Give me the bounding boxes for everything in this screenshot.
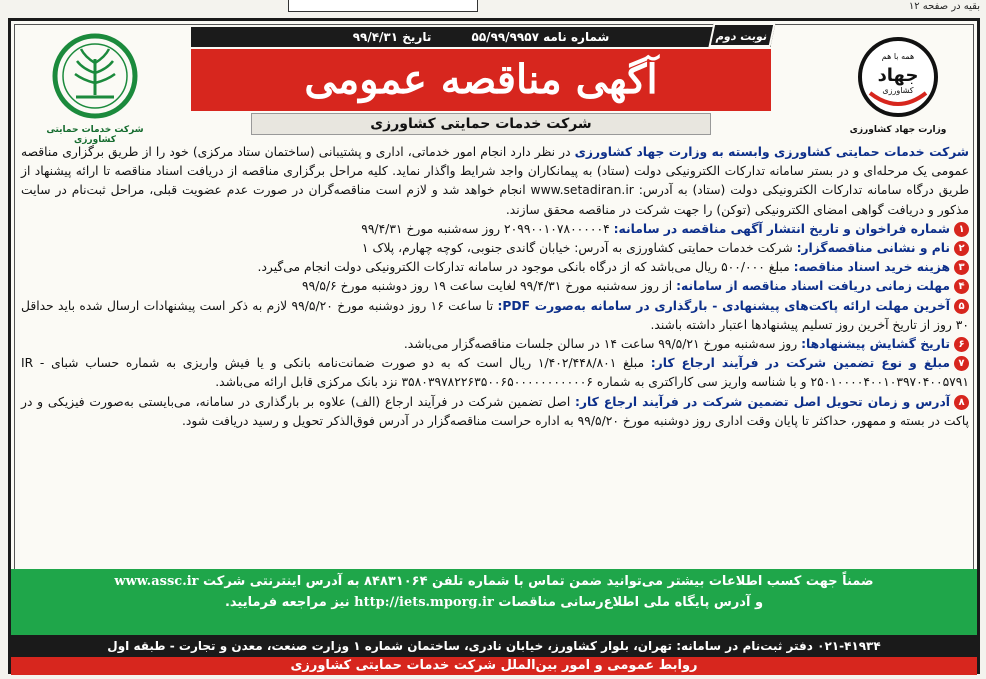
- item-label: مبلغ و نوع تضمین شرکت در فرآیند ارجاع کار:: [650, 356, 950, 371]
- contact-line-2: و آدرس پایگاه ملی اطلاع‌رسانی مناقصات http://iets.mporg.ir نیز مراجعه فرمایید.: [224, 595, 764, 610]
- page-title: آگهی مناقصه عمومی: [191, 49, 771, 111]
- item-text: تا ساعت ۱۶ روز دوشنبه مورخ ۹۹/۵/۲۰ لازم به ذکر است پیشنهادات ارسال شده باید حداقل ۳۰ روز از تاریخ آخرین روز تسلیم پیشنهادها اعتبار داشته باشند.: [21, 298, 969, 332]
- item-label: مهلت زمانی دریافت اسناد مناقصه از سامانه:: [676, 279, 950, 294]
- list-item: [21, 277, 969, 296]
- ministry-logo-caption: وزارت جهاد کشاورزی: [849, 125, 947, 135]
- item-label: تاریخ گشایش پیشنهادها:: [801, 337, 950, 352]
- letter-number: شماره نامه ۵۵/۹۹/۹۹۵۷: [471, 30, 610, 44]
- emblem-main-text: جهاد: [877, 65, 919, 86]
- header: [191, 27, 771, 137]
- item-label: آدرس و زمان تحویل اصل تضمین شرکت در فرآیند ارجاع کار:: [575, 394, 951, 409]
- company-website-link[interactable]: www.assc.ir: [114, 574, 199, 589]
- list-item: [21, 239, 969, 258]
- wheat-emblem-icon: [52, 33, 138, 119]
- item-label: هزینه خرید اسناد مناقصه:: [793, 260, 950, 275]
- jahad-emblem-icon: [856, 35, 940, 119]
- letter-date: تاریخ ۹۹/۴/۳۱: [352, 30, 432, 44]
- list-item: [21, 335, 969, 354]
- tender-body: [21, 143, 969, 573]
- item-label: آخرین مهلت ارائه پاکت‌های پیشنهادی - بارگذاری در سامانه به‌صورت PDF:: [497, 298, 951, 313]
- item-text: روز سه‌شنبه مورخ ۹۹/۵/۲۱ ساعت ۱۴ در سالن جلسات مناقصه‌گزار می‌باشد.: [403, 337, 802, 352]
- advertisement-frame: [8, 18, 980, 674]
- company-logo: [35, 33, 155, 143]
- item-number: ۷: [954, 356, 969, 371]
- intro-text: در نظر دارد انجام امور خدماتی، اداری و پشتیبانی (ساختمان ستاد مرکزی) خود را از طریق برگزاری مناقصه عمومی یک مرحله‌ای و در بستر سامانه تدارکات الکترونیکی دولت (ستاد) به پیمانکاران واجد شرایط واگذار نماید. کلیه مراحل برگزاری مناقصه از دریافت اسناد مناقصه تا ارائه پیشنهاد از طریق درگاه سامانه تدارکات الکترونیکی دولت (ستاد) به آدرس: www.setadiran.ir انجام خواهد شد و لازم است مناقصه‌گران در صورت عدم عضویت قبلی، مراحل ثبت‌نام در سایت مذکور و دریافت گواهی امضای الکترونیکی (توکن) را جهت شرکت در مناقصه محقق سازند.: [21, 145, 969, 217]
- item-number: ۶: [954, 337, 969, 352]
- item-text: ۲۰۹۹۰۰۱۰۷۸۰۰۰۰۰۴ روز سه‌شنبه مورخ ۹۹/۴/۳۱: [361, 221, 614, 236]
- contact-line-1: ضمناً جهت کسب اطلاعات بیشتر می‌توانید ضمن تماس با شماره تلفن ۸۴۸۳۱۰۶۴ به آدرس اینترنتی شرکت www.assc.ir: [114, 574, 874, 589]
- item-text: از روز سه‌شنبه مورخ ۹۹/۴/۳۱ لغایت ساعت ۱۹ روز دوشنبه مورخ ۹۹/۵/۶: [301, 279, 677, 294]
- company-logo-caption: شرکت خدمات حمایتی کشاورزی: [46, 125, 144, 145]
- registration-address: ۰۲۱-۴۱۹۳۴ دفتر ثبت‌نام در سامانه: تهران، بلوار کشاورز، خیابان نادری، ساختمان شماره ۱ وزارت صنعت، معدن و تجارت - طبقه اول: [11, 635, 977, 657]
- item-number: ۳: [954, 260, 969, 275]
- list-item: [21, 354, 969, 392]
- intro-lead: شرکت خدمات حمایتی کشاورزی وابسته به وزارت جهاد کشاورزی: [574, 145, 970, 159]
- item-number: ۱: [954, 222, 969, 237]
- letter-meta: [191, 27, 771, 47]
- intro-paragraph: [21, 143, 969, 220]
- item-label: نام و نشانی مناقصه‌گزار:: [796, 241, 950, 256]
- item-text: مبلغ ۵۰۰/۰۰۰ ریال می‌باشد که از درگاه بانکی موجود در سامانه تدارکات الکترونیکی دولت انجام می‌گیرد.: [257, 260, 794, 275]
- item-number: ۸: [954, 395, 969, 410]
- emblem-top-text: همه با هم: [881, 52, 915, 61]
- list-item: [21, 393, 969, 431]
- top-clipping-box: [288, 0, 478, 12]
- list-item: [21, 297, 969, 335]
- item-text: مبلغ ۱/۴۰۲/۴۴۸/۸۰۱ ریال است که به دو صورت ضمانت‌نامه بانکی و یا فیش واریزی به شماره حساب شبای IR - ۲۵۰۱۰۰۰۰۴۰۰۱۰۳۹۷۰۴۰۰۵۷۹۱ و با شناسه واریز سی کاراکتری به شماره ۳۵۸۰۳۹۷۸۲۲۶۳۵۰۰۶۵۰۰۰۰۰۰۰۰۰۰۰۶ نزد بانک مرکزی قابل ارائه می‌باشد.: [21, 356, 969, 390]
- item-text: شرکت خدمات حمایتی کشاورزی به آدرس: خیابان گاندی جنوبی، کوچه چهارم، پلاک ۱: [361, 241, 797, 256]
- item-number: ۵: [954, 299, 969, 314]
- item-number: ۴: [954, 279, 969, 294]
- page-subtitle: شرکت خدمات حمایتی کشاورزی: [251, 113, 711, 135]
- list-item: [21, 258, 969, 277]
- item-text: اصل تضمین شرکت در فرآیند ارجاع (الف) علاوه بر بارگذاری در سامانه، می‌بایستی به‌صورت فیزیکی و در پاکت در بسته و ممهور، حداکثر تا پایان وقت اداری روز دوشنبه مورخ ۹۹/۵/۲۰ به اداره حراست مناقصه‌گزار در آدرس فوق‌الذکر تحویل و رسید دریافت شود.: [21, 394, 969, 428]
- footer-signature: روابط عمومی و امور بین‌الملل شرکت خدمات حمایتی کشاورزی: [11, 657, 977, 675]
- emblem-sub-text: کشاورزی: [882, 86, 914, 95]
- item-label: شماره فراخوان و تاریخ انتشار آگهی مناقصه در سامانه:: [613, 221, 950, 236]
- tender-portal-link[interactable]: http://iets.mporg.ir: [354, 595, 494, 610]
- item-number: ۲: [954, 241, 969, 256]
- turn-badge: نوبت دوم: [708, 23, 775, 47]
- contact-band: [11, 569, 977, 635]
- list-item: [21, 220, 969, 239]
- continued-note: بقیه در صفحه ۱۲: [908, 1, 980, 12]
- ministry-logo: [843, 35, 953, 147]
